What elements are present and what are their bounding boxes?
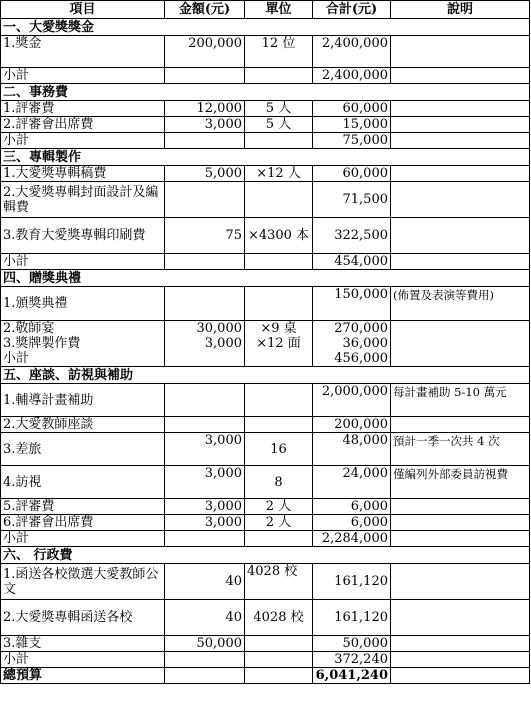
- table-row: [1, 117, 530, 133]
- total-cell: 15,000: [313, 117, 391, 133]
- unit-cell: [245, 321, 313, 367]
- table-row: [1, 499, 530, 515]
- section-title: 四、贈獎典禮: [1, 270, 530, 287]
- subtotal-value: 454,000: [313, 254, 391, 270]
- total-cell: 161,120: [313, 600, 391, 636]
- total-cell: 2,400,000: [313, 36, 391, 68]
- section-title: 一、大愛獎獎金: [1, 19, 530, 36]
- unit-cell: 2 人: [245, 499, 313, 515]
- amount-cell: 3,000: [165, 515, 245, 531]
- col-amount-header: 金額(元): [165, 1, 245, 19]
- item-cell: 1.獎金: [1, 36, 165, 68]
- table-row: [1, 600, 530, 636]
- grand-total-row: [1, 668, 530, 684]
- table-row: [1, 564, 530, 600]
- section-title: 五、座談、訪視與補助: [1, 367, 530, 384]
- total-cell: 6,000: [313, 515, 391, 531]
- subtotal-value: 2,284,000: [313, 531, 391, 547]
- subtotal-value: 75,000: [313, 133, 391, 149]
- table-row: [1, 321, 530, 367]
- unit-cell: 4028 校: [245, 600, 313, 636]
- section-title: 二、事務費: [1, 84, 530, 101]
- table-row: [1, 101, 530, 117]
- amount-cell: 3,000: [165, 117, 245, 133]
- item-cell: 4.訪視: [1, 466, 165, 499]
- total-cell: 161,120: [313, 564, 391, 600]
- total-cell: 150,000: [313, 287, 391, 321]
- unit-cell: 16: [245, 433, 313, 466]
- amount-cell: 3,000: [165, 433, 245, 466]
- amount-text: 3,000: [204, 336, 242, 351]
- section-row: [1, 19, 530, 36]
- grand-total-value: 6,041,240: [313, 668, 391, 684]
- total-cell: 6,000: [313, 499, 391, 515]
- subtotal-label: 小計: [1, 652, 165, 668]
- item-cell: 3.教育大愛獎專輯印刷費: [1, 218, 165, 254]
- section-title: 六、 行政費: [1, 547, 530, 564]
- section-row: [1, 367, 530, 384]
- subtotal-row: [1, 254, 530, 270]
- item-cell: 2.大愛獎專輯封面設計及編輯費: [1, 182, 165, 218]
- item-cell: 1.函送各校徵選大愛教師公文: [1, 564, 165, 600]
- total-cell: [313, 321, 391, 367]
- item-cell: 2.評審會出席費: [1, 117, 165, 133]
- table-row: [1, 166, 530, 182]
- subtotal-label: 小計: [1, 68, 165, 84]
- unit-cell: 4028 校: [245, 564, 313, 600]
- amount-cell: 40: [165, 564, 245, 600]
- item-cell: 1.評審費: [1, 101, 165, 117]
- amount-cell: 3,000: [165, 499, 245, 515]
- amount-cell: 3,000: [165, 466, 245, 499]
- amount-cell: 12,000: [165, 101, 245, 117]
- amount-cell: 5,000: [165, 166, 245, 182]
- unit-cell: 12 位: [245, 36, 313, 68]
- item-cell: 3.雜支: [1, 636, 165, 652]
- total-cell: 322,500: [313, 218, 391, 254]
- item-cell: 2.大愛獎專輯函送各校: [1, 600, 165, 636]
- table-row: [1, 417, 530, 433]
- amount-cell: 50,000: [165, 636, 245, 652]
- note-cell: [391, 36, 530, 68]
- header-row: [1, 1, 530, 19]
- subtotal-label: 小計: [1, 133, 165, 149]
- section-row: [1, 149, 530, 166]
- item-cell: [1, 321, 165, 367]
- subtotal-row: [1, 68, 530, 84]
- col-note-header: 說明: [391, 1, 530, 19]
- total-cell: 50,000: [313, 636, 391, 652]
- subtotal-value: 2,400,000: [313, 68, 391, 84]
- subtotal-label: 小計: [3, 351, 30, 366]
- unit-cell: 5 人: [245, 101, 313, 117]
- table-row: [1, 218, 530, 254]
- amount-text: 30,000: [196, 321, 242, 336]
- table-row: [1, 466, 530, 499]
- subtotal-row: [1, 652, 530, 668]
- unit-text: ×12 面: [256, 336, 301, 351]
- total-text: 270,000: [334, 321, 388, 336]
- table-row: [1, 433, 530, 466]
- item-cell: 5.評審費: [1, 499, 165, 515]
- total-cell: 60,000: [313, 101, 391, 117]
- unit-cell: 8: [245, 466, 313, 499]
- section-row: [1, 84, 530, 101]
- unit-cell: 5 人: [245, 117, 313, 133]
- item-cell: 3.差旅: [1, 433, 165, 466]
- subtotal-value: 372,240: [313, 652, 391, 668]
- amount-cell: 200,000: [165, 36, 245, 68]
- unit-cell: 2 人: [245, 515, 313, 531]
- table-row: [1, 515, 530, 531]
- note-cell: 每計畫補助 5-10 萬元: [391, 384, 530, 417]
- total-cell: 60,000: [313, 166, 391, 182]
- amount-cell: 40: [165, 600, 245, 636]
- item-cell: 1.輔導計畫補助: [1, 384, 165, 417]
- table-row: [1, 287, 530, 321]
- subtotal-label: 小計: [1, 531, 165, 547]
- table-row: [1, 636, 530, 652]
- amount-cell: [165, 321, 245, 367]
- col-total-header: 合計(元): [313, 1, 391, 19]
- total-text: 36,000: [342, 336, 388, 351]
- table-row: [1, 182, 530, 218]
- unit-text: ×9 桌: [260, 321, 297, 336]
- total-cell: 48,000: [313, 433, 391, 466]
- subtotal-value: 456,000: [334, 351, 388, 366]
- note-cell: 預計一季一次共 4 次: [391, 433, 530, 466]
- col-unit-header: 單位: [245, 1, 313, 19]
- item-text: 2.敬師宴: [3, 321, 55, 336]
- section-row: [1, 547, 530, 564]
- total-cell: 24,000: [313, 466, 391, 499]
- grand-total-label: 總預算: [1, 668, 165, 684]
- total-cell: 2,000,000: [313, 384, 391, 417]
- table-row: [1, 384, 530, 417]
- section-title: 三、專輯製作: [1, 149, 530, 166]
- note-cell: (佈置及表演等費用): [391, 287, 530, 321]
- amount-cell: 75: [165, 218, 245, 254]
- item-text: 3.獎牌製作費: [3, 336, 81, 351]
- item-cell: 6.評審會出席費: [1, 515, 165, 531]
- subtotal-row: [1, 531, 530, 547]
- total-cell: 200,000: [313, 417, 391, 433]
- subtotal-label: 小計: [1, 254, 165, 270]
- item-cell: 1.大愛獎專輯稿費: [1, 166, 165, 182]
- unit-cell: ×12 人: [245, 166, 313, 182]
- item-cell: 2.大愛教師座談: [1, 417, 165, 433]
- section-row: [1, 270, 530, 287]
- unit-cell: ×4300 本: [245, 218, 313, 254]
- col-item-header: 項目: [1, 1, 165, 19]
- note-cell: 僅編列外部委員訪視費: [391, 466, 530, 499]
- table-row: [1, 36, 530, 68]
- item-cell: 1.頒獎典禮: [1, 287, 165, 321]
- total-cell: 71,500: [313, 182, 391, 218]
- subtotal-row: [1, 133, 530, 149]
